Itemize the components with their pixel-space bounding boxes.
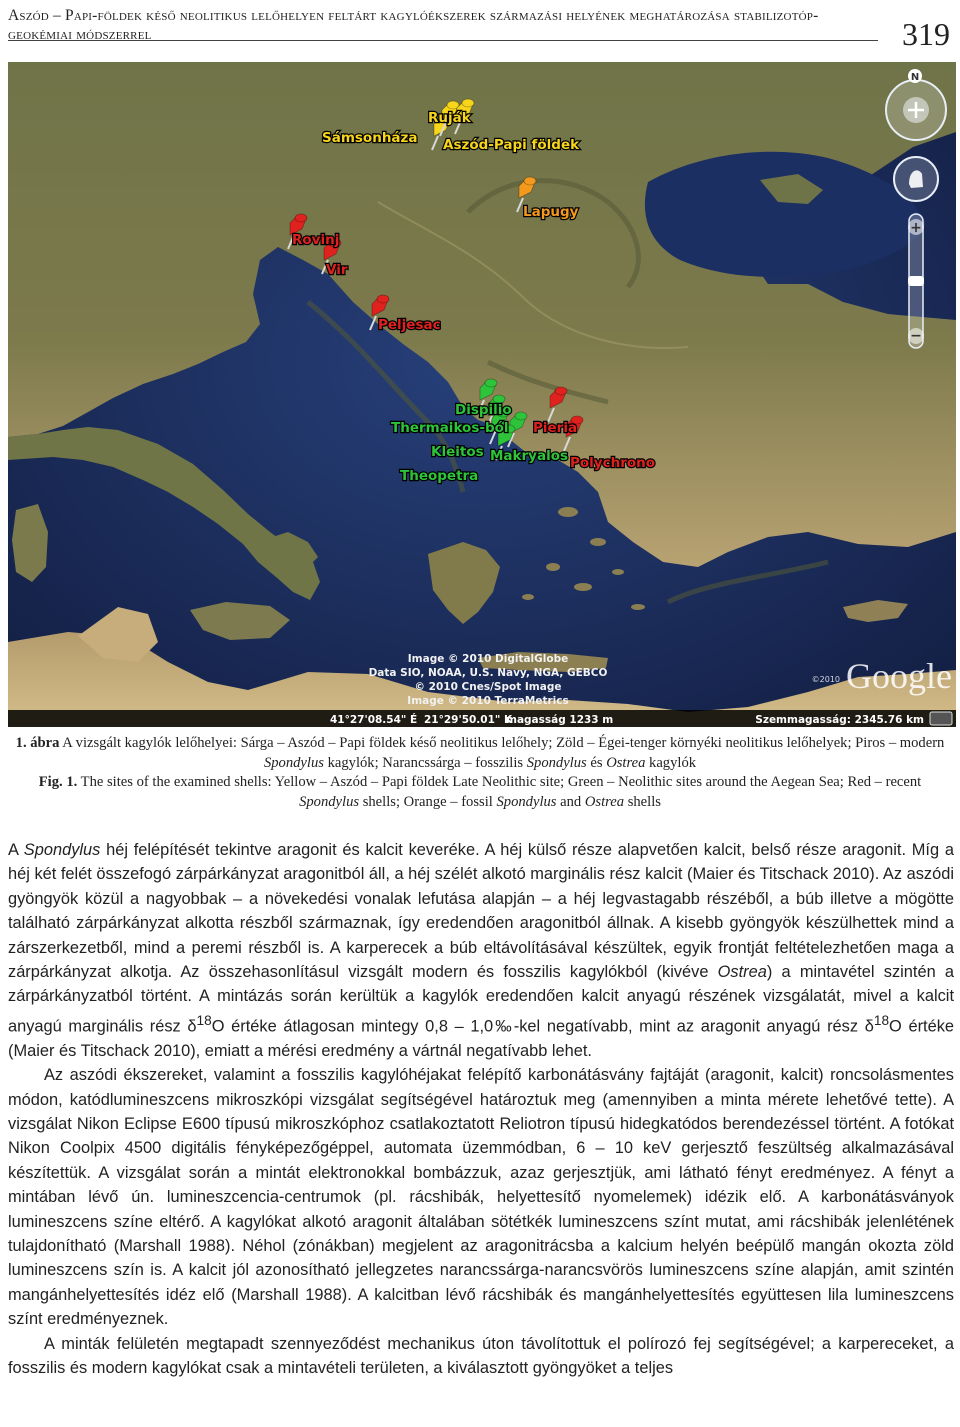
svg-text:−: − xyxy=(910,328,922,344)
pin-label: Rovinj xyxy=(292,232,340,248)
pin-label: Dispilio xyxy=(455,402,512,418)
pin-label: Sámsonháza xyxy=(322,130,418,146)
status-latitude: 41°27'08.54" É xyxy=(330,714,418,726)
pin-label: Ruják xyxy=(428,110,471,126)
pin-label: Vir xyxy=(326,262,348,278)
pin-label: Peljesac xyxy=(378,317,441,333)
caption-hungarian: 1. ábra A vizsgált kagylók lelőhelyei: Sárga – Aszód – Papi földek késő neolitikus lelőhely; Zöld – Égei-tenger környéki neolitikus lelőhelyek; Piros – modern Spondylus kagylók; Narancssárga – fosszilis Spondylus és Ostrea kagylók xyxy=(15,735,945,771)
paragraph: Az aszódi ékszereket, valamint a fosszilis kagylóhéjakat felépítő karbonátásvány fajtáját (aragonit, kalcit) roncsolásmentes módon, katódlumineszcens mikroszkópi vizsgálat segítségével határoztuk meg (amennyiben a minta mérete lehetővé tette). A vizsgálat Nikon Eclipse E600 típusú mikroszkóphoz csatlakoztatott Reliotron típusú hidegkatódos berendezéssel történt. A fotókat Nikon Coolpix 4500 digitális fényképezőgéppel, automata üzemmódban, 6 – 10 keV gerjesztő feszültség alkalmazásával készítettük. A vizsgálat során a mintát elektronokkal bombázzuk, azaz gerjesztjük, ami látható fényt eredményez. A fényt a mintában lévő ún. lumineszcencia-centrumok (pl. rácshibák, helyettesítő nyomelemek) idézik elő. A karbonátásványok lumineszcens színe eltérő. A kagylókat alkotó aragonit általában sötétkék lumineszcens színt mutat, ami rácshibák jelenlétének tulajdonítható (Marshall 1988). Néhol (zónákban) megjelent az aragonitrácsba a kalcium helyén beépülő mangán okozta zöld lumineszcens szín is. A kalcit jól azonosítható jellegzetes narancssárga-narancsvörös lumineszcens színe alapján, amit szintén mangánhelyettesítés idéz elő (Marshall 1988). A kalcitban lévő rácshibák és mangánhelyettesítés együttesen lila lumineszcens színt eredményeznek. xyxy=(8,1066,954,1329)
pin-label: Polychrono xyxy=(570,455,656,471)
figure-caption xyxy=(8,734,952,812)
running-title: Aszód – Papi-földek késő neolitikus lelőhelyen feltárt kagylóékszerek származási helyének meghatározása stabilizotóp-geokémiai módszerrel xyxy=(8,7,819,43)
pin-label: Aszód-Papi földek xyxy=(443,137,580,153)
paragraph: A Spondylus héj felépítését tekintve aragonit és kalcit keveréke. A héj külső része alapvetően kalcit, belső része aragonit. Míg a héj két felét összefogó zárpárkányzat aragonitból áll, a héj szélét alkotó marginális rész kalcit (Maier és Titschack 2010). Az aszódi gyöngyök közül a nagyobbak – a növekedési vonalak lefutása alapján – a héj legvastagabb részéből, a búb illetve a mögötte található zárpárkányzat alkotta részből származnak, így eredendően aragonitból állnak. A kisebb gyöngyök készülhettek mind a zárszerkezetből, mind a peremi részből is. A karperecek a búb eltávolításával készültek, egyik frontját feltételezhetően maga a zárpárkányzat alkotja. Az összehasonlításul vizsgált modern és fosszilis kagylókból (kivéve Ostrea) a mintavétel szintén a zárpárkányzatból történt. A mintázás során kerültük a kagylók eredendően kalcit anyagú részének vizsgálatát, mivel a kalcit anyagú marginális rész $\delta^{18}O$ értéke átlagosan mintegy 0,8 – 1,0‰-kel negatívabb, mint az aragonit anyagú rész $\delta^{18}O$ értéke (Maier és Titschack 2010), emiatt a mérési eredmény a vártnál negatívabb lehet. xyxy=(8,841,955,1060)
status-elevation: magasság 1233 m xyxy=(506,714,614,726)
paragraph: A minták felületén megtapadt szennyeződést mechanikus úton távolítottuk el polírozó fej segítségével; a karpereceket, a fosszilis és modern kagylókat csak a mintavételi területen, a kiválasztott gyöngyöket a teljes xyxy=(8,1334,954,1377)
header-rule xyxy=(8,40,878,41)
page-number: 319 xyxy=(902,16,950,52)
status-eye-altitude: Szemmagasság: 2345.76 km xyxy=(755,714,924,726)
zoom-slider-handle[interactable] xyxy=(908,276,924,286)
map-overview-toggle[interactable] xyxy=(930,712,952,725)
pin-label: Thermaikos-ból xyxy=(391,420,509,436)
credit-line: Image © 2010 TerraMetrics xyxy=(407,695,569,707)
svg-text:+: + xyxy=(910,220,922,236)
pin-label: Lapugy xyxy=(523,204,579,220)
pin-label: Makryalos xyxy=(490,448,569,464)
google-logo: Google xyxy=(846,656,952,696)
compass-north-letter: N xyxy=(910,72,920,83)
caption-english: Fig. 1. The sites of the examined shells: Yellow – Aszód – Papi földek Late Neolithic site; Green – Neolithic sites around the Aegean Sea; Red – recent Spondylus shells; Orange – fossil Spondylus and Ostrea shells xyxy=(38,774,922,810)
article-body xyxy=(8,838,954,1380)
running-header xyxy=(8,4,956,54)
pin-label: Kleitos xyxy=(431,444,484,460)
map-svg xyxy=(8,62,956,727)
status-longitude: 21°29'50.01" K xyxy=(424,714,513,726)
credit-line: Data SIO, NOAA, U.S. Navy, NGA, GEBCO xyxy=(368,667,608,679)
credit-line: Image © 2010 DigitalGlobe xyxy=(407,653,569,665)
google-copyright-year: ©2010 xyxy=(811,675,840,684)
satellite-map-figure xyxy=(8,62,956,727)
pin-label: Pieria xyxy=(533,420,578,436)
pin-label: Theopetra xyxy=(400,468,479,484)
credit-line: © 2010 Cnes/Spot Image xyxy=(414,681,562,693)
